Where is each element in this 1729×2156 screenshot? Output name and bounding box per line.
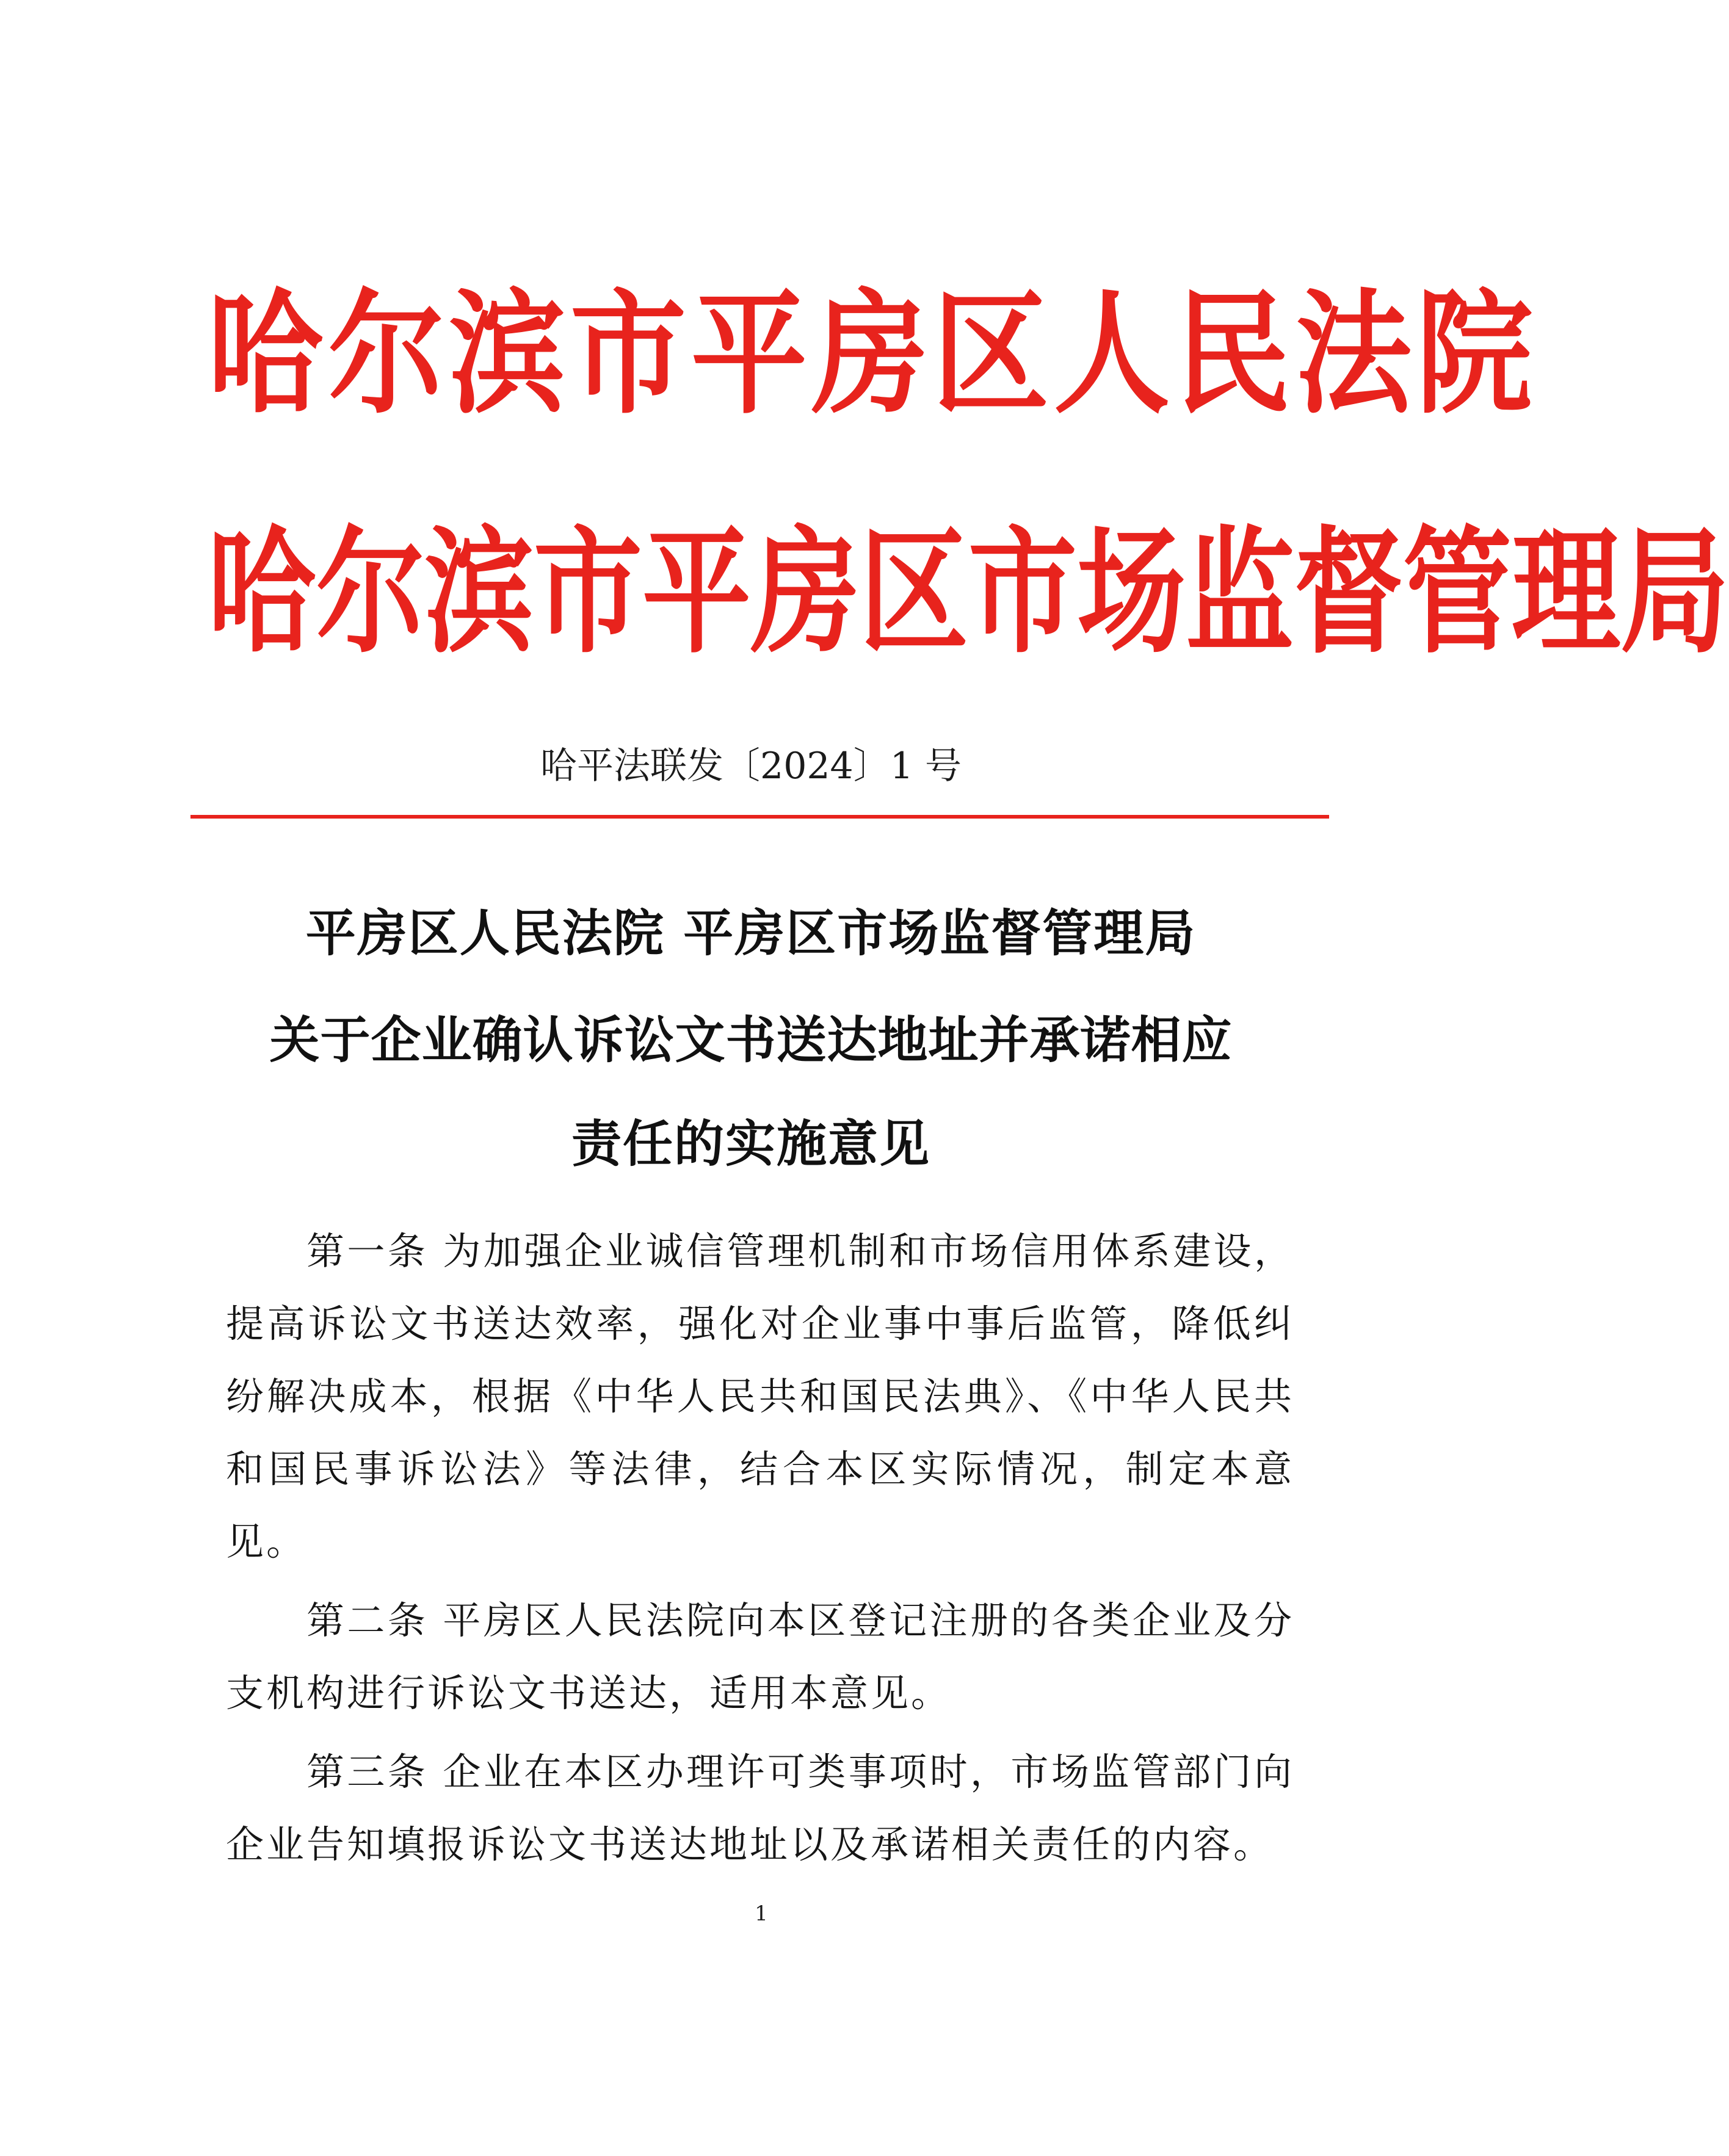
article-1: 第一条 为加强企业诚信管理机制和市场信用体系建设，提高诉讼文书送达效率，强化对企业事中事后监管，降低纠纷解决成本，根据《中华人民共和国民法典》、《中华人民共和国民事诉讼法》等法律，结合本区实际情况，制定本意见。	[226, 1229, 1294, 1564]
article-2: 第二条 平房区人民法院向本区登记注册的各类企业及分支机构进行诉讼文书送达，适用本意见。	[226, 1598, 1294, 1715]
document-number: 哈平法联发〔2024〕1 号	[540, 745, 962, 787]
issuing-org-court: 哈尔滨市平房区人民法院	[208, 275, 1538, 432]
document-title-line-1: 平房区人民法院 平房区市场监督管理局	[305, 905, 1197, 963]
red-divider-line	[190, 815, 1329, 819]
document-title-line-3: 责任的实施意见	[571, 1115, 930, 1173]
document-title-line-2: 关于企业确认诉讼文书送达地址并承诺相应	[269, 1011, 1233, 1069]
document-body	[226, 1215, 1294, 1887]
article-3: 第三条 企业在本区办理许可类事项时，市场监管部门向企业告知填报诉讼文书送达地址以及承诺相关责任的内容。	[226, 1749, 1294, 1867]
page-number: 1	[755, 1901, 768, 1926]
issuing-org-market-regulation: 哈尔滨市平房区市场监督管理局	[208, 512, 1729, 671]
